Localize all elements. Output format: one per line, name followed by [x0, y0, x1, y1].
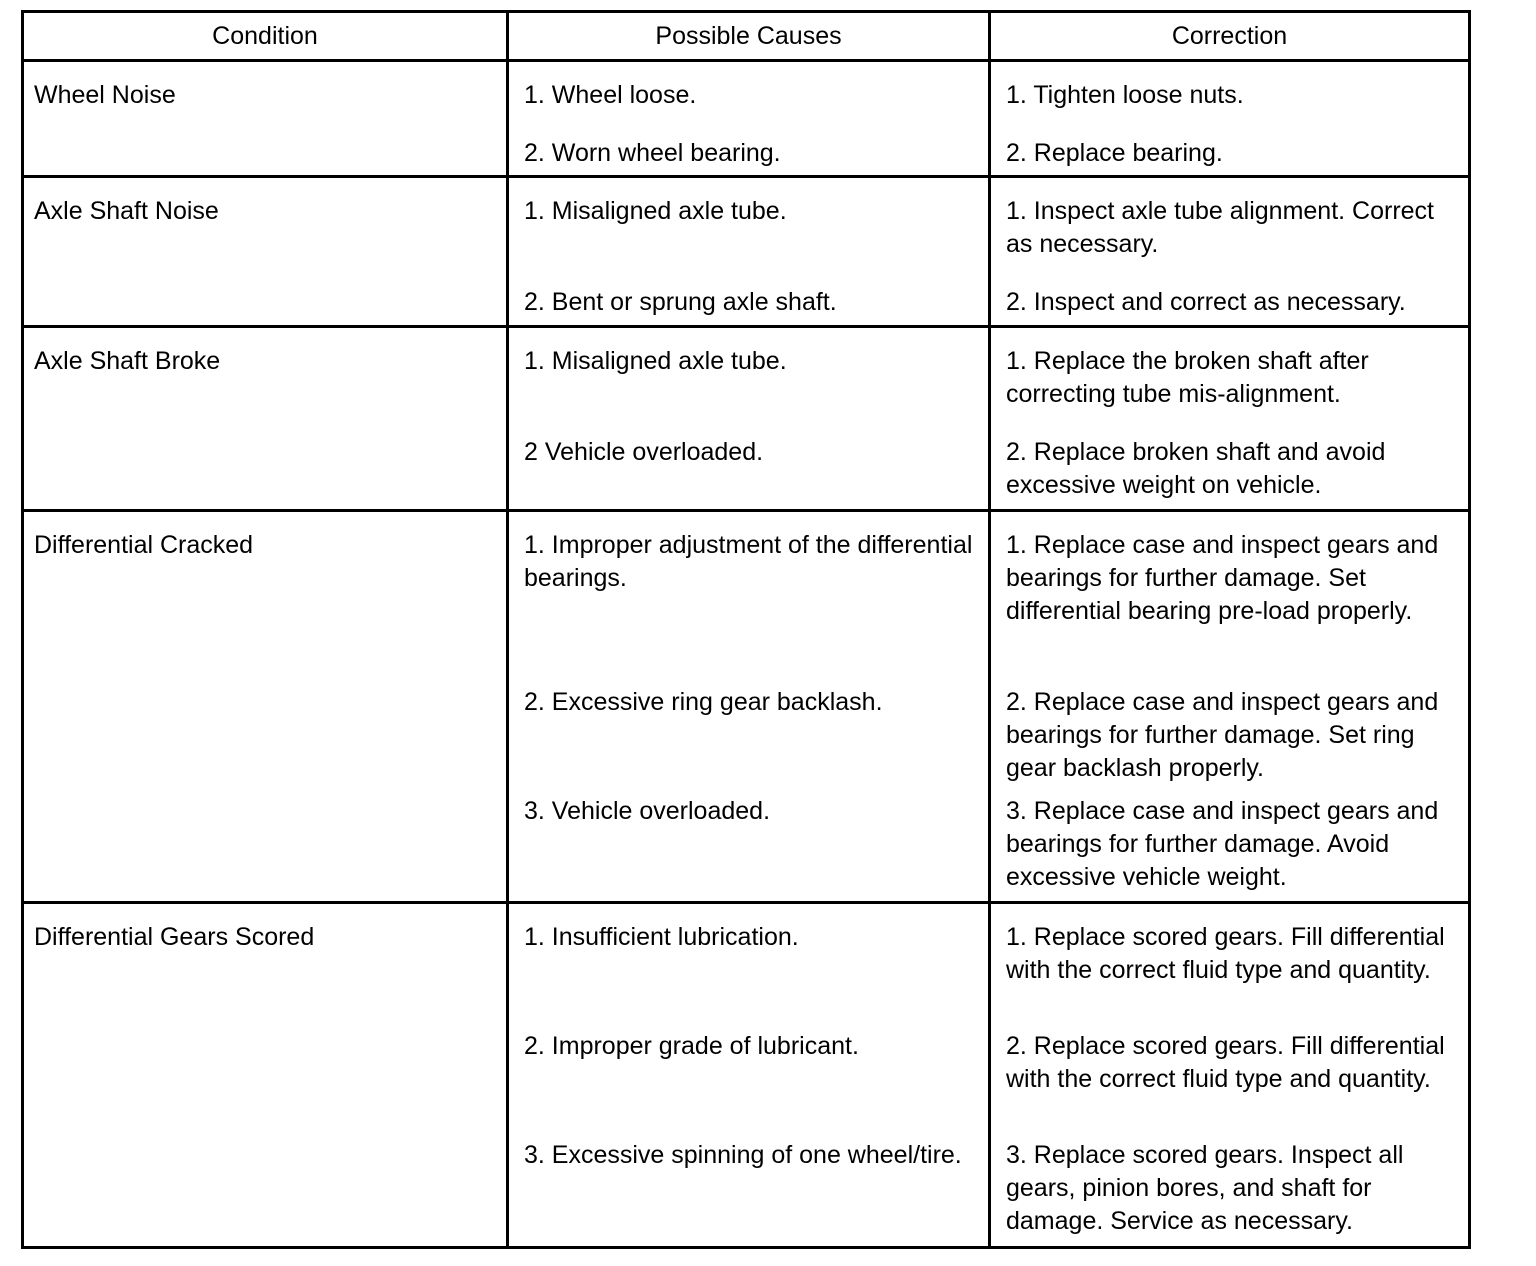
- header-possible-causes: Possible Causes: [506, 13, 988, 59]
- correction-cell: [988, 328, 1468, 509]
- causes-cell: [506, 178, 988, 325]
- table-row: [24, 328, 1468, 512]
- cause-item: 2. Worn wheel bearing.: [524, 139, 781, 167]
- correction-item: 2. Inspect and correct as necessary.: [1006, 288, 1406, 316]
- cause-item: 1. Improper adjustment of the differential bearings.: [524, 531, 973, 592]
- correction-item: 1. Replace scored gears. Fill differential with the correct fluid type and quantity.: [1006, 923, 1445, 984]
- correction-cell: [988, 512, 1468, 901]
- correction-cell: [988, 178, 1468, 325]
- correction-item: 2. Replace bearing.: [1006, 139, 1223, 167]
- diagnosis-table: [21, 10, 1471, 1249]
- correction-item: 3. Replace case and inspect gears and bearings for further damage. Avoid excessive vehicle weight.: [1006, 797, 1439, 891]
- header-condition: Condition: [212, 21, 318, 50]
- condition-cell: Differential Cracked: [34, 531, 254, 559]
- correction-cell: [988, 62, 1468, 175]
- causes-cell: [506, 904, 988, 1246]
- correction-item: 1. Inspect axle tube alignment. Correct as necessary.: [1006, 197, 1435, 258]
- correction-item: 2. Replace case and inspect gears and bearings for further damage. Set ring gear backlash properly.: [1006, 688, 1439, 782]
- condition-cell: Wheel Noise: [34, 81, 176, 109]
- table-row: [24, 512, 1468, 904]
- cause-item: 1. Wheel loose.: [524, 81, 697, 109]
- causes-cell: [506, 62, 988, 175]
- cause-item: 1. Misaligned axle tube.: [524, 197, 787, 225]
- cause-item: 1. Misaligned axle tube.: [524, 347, 787, 375]
- correction-item: 2. Replace broken shaft and avoid excessive weight on vehicle.: [1006, 438, 1386, 499]
- cause-item: 2 Vehicle overloaded.: [524, 438, 764, 466]
- correction-item: 1. Replace case and inspect gears and bearings for further damage. Set differential bearing pre-load properly.: [1006, 531, 1439, 625]
- table-row: [24, 178, 1468, 328]
- table-row: [24, 904, 1468, 1246]
- correction-item: 1. Tighten loose nuts.: [1006, 81, 1244, 109]
- correction-item: 2. Replace scored gears. Fill differential with the correct fluid type and quantity.: [1006, 1032, 1445, 1093]
- cause-item: 2. Improper grade of lubricant.: [524, 1032, 859, 1060]
- cause-item: 3. Vehicle overloaded.: [524, 797, 771, 825]
- condition-cell: Differential Gears Scored: [34, 923, 315, 951]
- header-correction: Correction: [988, 13, 1468, 59]
- causes-cell: [506, 512, 988, 901]
- cause-item: 2. Excessive ring gear backlash.: [524, 688, 883, 716]
- table-row: [24, 62, 1468, 178]
- correction-cell: [988, 904, 1468, 1246]
- cause-item: 3. Excessive spinning of one wheel/tire.: [524, 1141, 962, 1169]
- correction-item: 1. Replace the broken shaft after correcting tube mis-alignment.: [1006, 347, 1369, 408]
- condition-cell: Axle Shaft Noise: [34, 197, 219, 225]
- cause-item: 1. Insufficient lubrication.: [524, 923, 799, 951]
- condition-cell: Axle Shaft Broke: [34, 347, 221, 375]
- table-header: [24, 13, 1468, 62]
- causes-cell: [506, 328, 988, 509]
- correction-item: 3. Replace scored gears. Inspect all gears, pinion bores, and shaft for damage. Service as necessary.: [1006, 1141, 1404, 1235]
- cause-item: 2. Bent or sprung axle shaft.: [524, 288, 837, 316]
